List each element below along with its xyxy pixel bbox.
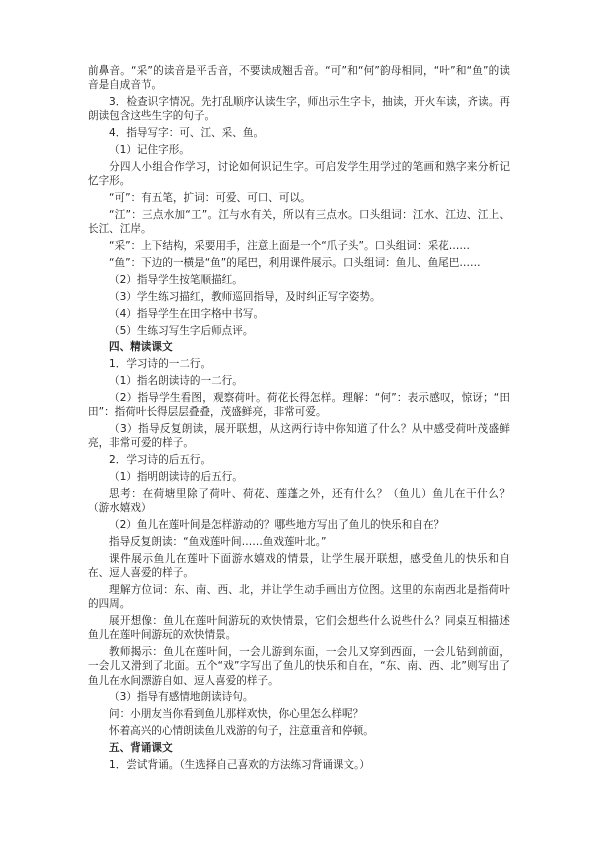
paragraph: （3）学生练习描红，教师巡回指导，及时纠正写字姿势。: [109, 290, 381, 303]
paragraph: （1）指名朗读诗的一二行。: [109, 375, 243, 388]
paragraph: （3）指导有感情地朗读诗句。: [109, 691, 254, 704]
paragraph: （3）指导反复朗读，展开联想，从这两行诗中你知道了什么？从中感受荷叶茂盛鲜亮，非常可爱的样子。: [88, 423, 510, 450]
paragraph: 教师揭示：鱼儿在莲叶间，一会儿游到东面，一会儿又穿到西面，一会儿钻到前面，一会儿又滑到了北面。五个“戏”字写出了鱼儿的快乐和自在，“东、南、西、北”则写出了鱼儿在水间漂游自如、逗人喜爱的样子。: [88, 646, 510, 687]
paragraph: 理解方位词：东、南、西、北，并让学生动手画出方位图。这里的东南西北是指荷叶的四周。: [88, 584, 510, 611]
paragraph: （1）指明朗读诗的后五行。: [109, 471, 243, 484]
paragraph: （1）记住字形。: [109, 144, 190, 157]
paragraph: 展开想像：鱼儿在莲叶间游玩的欢快情景，它们会想些什么说些什么？同桌互相描述鱼儿在莲叶间游玩的欢快情景。: [88, 615, 510, 642]
document-body: [88, 64, 510, 775]
paragraph: 指导反复朗读：“鱼戏莲叶间……鱼戏莲叶北。”: [109, 536, 327, 549]
section-heading: 五、背诵课文: [109, 742, 173, 755]
paragraph: （5）生练习写生字后师点评。: [109, 324, 254, 337]
paragraph: （2）鱼儿在莲叶间是怎样游动的？哪些地方写出了鱼儿的快乐和自在？: [109, 519, 445, 532]
paragraph: 1．尝试背诵。（生选择自己喜欢的方法练习背诵课文。）: [109, 759, 370, 772]
paragraph: 2．学习诗的后五行。: [109, 454, 212, 467]
paragraph: “可”：有五笔，扩词：可爱、可口、可以。: [109, 192, 311, 205]
paragraph: （2）指导学生看图，观察荷叶。荷花长得怎样。理解：“何”：表示感叹，惊讶；“田田”：指荷叶长得层层叠叠，茂盛鲜亮，非常可爱。: [88, 392, 510, 419]
paragraph: （4）指导学生在田字格中书写。: [109, 307, 265, 320]
paragraph: 4．指导写字：可、江、采、鱼。: [109, 127, 265, 140]
paragraph: “鱼”：下边的一横是“鱼”的尾巴，利用课件展示。口头组词：鱼儿、鱼尾巴……: [109, 256, 481, 269]
paragraph: “采”：上下结构，采要用手，注意上面是一个“爪子头”。口头组词：采花……: [109, 240, 470, 253]
paragraph: 1．学习诗的一二行。: [109, 358, 212, 371]
paragraph: 3．检查识字情况。先打乱顺序认读生字，师出示生字卡，抽读，开火车读，齐读。再朗读包含这些生字的句子。: [88, 96, 510, 123]
paragraph: 思考：在荷塘里除了荷叶、荷花、莲蓬之外，还有什么？（鱼儿）鱼儿在干什么？（游水嬉戏）: [88, 488, 510, 515]
paragraph: （2）指导学生按笔顺描红。: [109, 273, 243, 286]
paragraph: “江”：三点水加“工”。江与水有关，所以有三点水。口头组词：江水、江边、江上、长江、江岸。: [88, 208, 510, 236]
paragraph: 课件展示鱼儿在莲叶下面游水嬉戏的情景，让学生展开联想，感受鱼儿的快乐和自在、逗人喜爱的样子。: [88, 552, 510, 580]
paragraph: 前鼻音。“采”的读音是平舌音，不要读成翘舌音。“可”和“何”韵母相同，“叶”和“鱼”的读音是自成音节。: [88, 65, 510, 92]
paragraph: 怀着高兴的心情朗读鱼儿戏游的句子，注意重音和停顿。: [109, 725, 374, 738]
paragraph: 分四人小组合作学习，讨论如何识记生字。可启发学生用学过的笔画和熟字来分析记忆字形。: [88, 160, 510, 188]
paragraph: 问：小朋友当你看到鱼儿那样欢快，你心里怎么样呢？: [109, 708, 364, 721]
section-heading: 四、精读课文: [109, 341, 173, 354]
